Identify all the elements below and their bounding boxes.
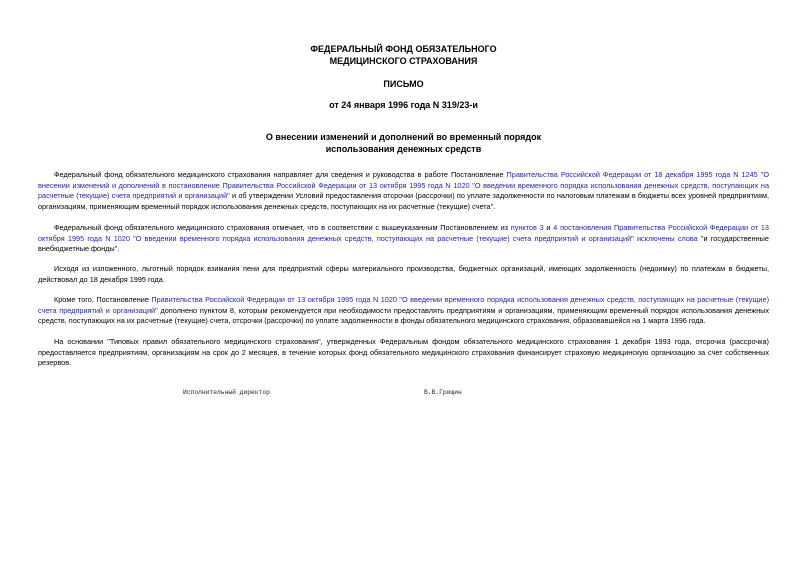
link-decree-1020[interactable]: Правительства Российской Федерации от 13 октября 1995 года N 1020 "О введении временного порядка использования денежных средств, поступающих на расчетные (текущие) счета предприятий и организаций" [38, 295, 769, 315]
paragraph-2-text-d: "и государственные внебюджетные фонды". [38, 233, 769, 253]
org-name-line1: ФЕДЕРАЛЬНЫЙ ФОНД ОБЯЗАТЕЛЬНОГО [310, 44, 497, 54]
document-subject-line1: О внесении изменений и дополнений во временный порядок [265, 132, 542, 142]
paragraph-1-text-b: и об утверждении Условий предоставления отсрочки (рассрочки) по уплате задолженности по налоговым платежам в бюджеты всех уровней предприятиям, организациям, применяющим временный порядок использования денежных средств, поступающих на их расчетные (текущие) счета". [38, 191, 769, 211]
paragraph-2-text-b: и [543, 223, 554, 232]
link-point-3[interactable]: пунктов 3 [510, 223, 544, 232]
link-decree-1245[interactable]: Правительства Российской Федерации от 18 декабря 1995 года N 1245 "О внесении изменений и дополнений в постановление Правительства Российской Федерации от 13 октября 1995 года N 1020 "О введении временного порядка использования денежных средств, поступающих на расчетные (текущие) счета предприятий и организаций" [38, 170, 770, 200]
paragraph-5 [38, 337, 769, 369]
paragraph-1 [38, 170, 769, 212]
paragraph-4-text-a: Кроме того, Постановление [54, 295, 152, 304]
paragraph-4-text-b: дополнено пунктом 8, которым рекомендуется при необходимости предоставлять предприятиям и организациям, применяющим временный порядок использования денежных средств, поступающих на их расчетные (текущие) счета, отсрочки (рассрочки) по уплате задолженности в фонды обязательного медицинского страхования, образовавшейся на 1 марта 1996 года. [38, 305, 769, 325]
org-name-line2: МЕДИЦИНСКОГО СТРАХОВАНИЯ [329, 56, 478, 66]
paragraph-4 [38, 295, 769, 327]
document-subject-line2: использования денежных средств [325, 144, 482, 154]
signature-position: Исполнительный директор [183, 389, 270, 396]
paragraph-5-text: На основании "Типовых правил обязательного медицинского страхования", утвержденных Федеральным фондом обязательного медицинского страхования 1 декабря 1993 года, отсрочка (рассрочка) предоставляется предприятиям, организациям на срок до 2 месяцев, в течение которых фонд обязательного медицинского страхования финансирует страховую медицинскую организацию за счет собственных резервов. [38, 337, 769, 367]
document-date-number: от 24 января 1996 года N 319/23-и [329, 100, 478, 110]
document-type: ПИСЬМО [383, 79, 424, 89]
paragraph-2-text-a: Федеральный фонд обязательного медицинского страхования отмечает, что в соответствии с вышеуказанным Постановлением из [54, 223, 511, 232]
link-excluded-words[interactable]: исключены слова [636, 233, 698, 243]
paragraph-2-text-c: " [631, 233, 637, 243]
paragraph-1-text-a: Федеральный фонд обязательного медицинского страхования направляет для сведения и руководства в работе Постановление [54, 170, 507, 179]
signature-name: В.В.Грищин [424, 389, 462, 396]
paragraph-3-text: Исходя из изложенного, льготный порядок взимания пени для предприятий сферы материального производства, бюджетных организаций, имеющих задолженность (недоимку) по платежам в бюджеты, действовал до 18 декабря 1995 года. [38, 264, 769, 284]
paragraph-3 [38, 264, 769, 285]
paragraph-2 [38, 223, 769, 255]
link-point-4-decree-1020[interactable]: 4 постановления Правительства Российской Федерации от 13 октября 1995 года N 1020 "О введении временного порядка использования денежных средств, поступающих на расчетные (текущие) счета предприятий и организаций [38, 223, 769, 243]
